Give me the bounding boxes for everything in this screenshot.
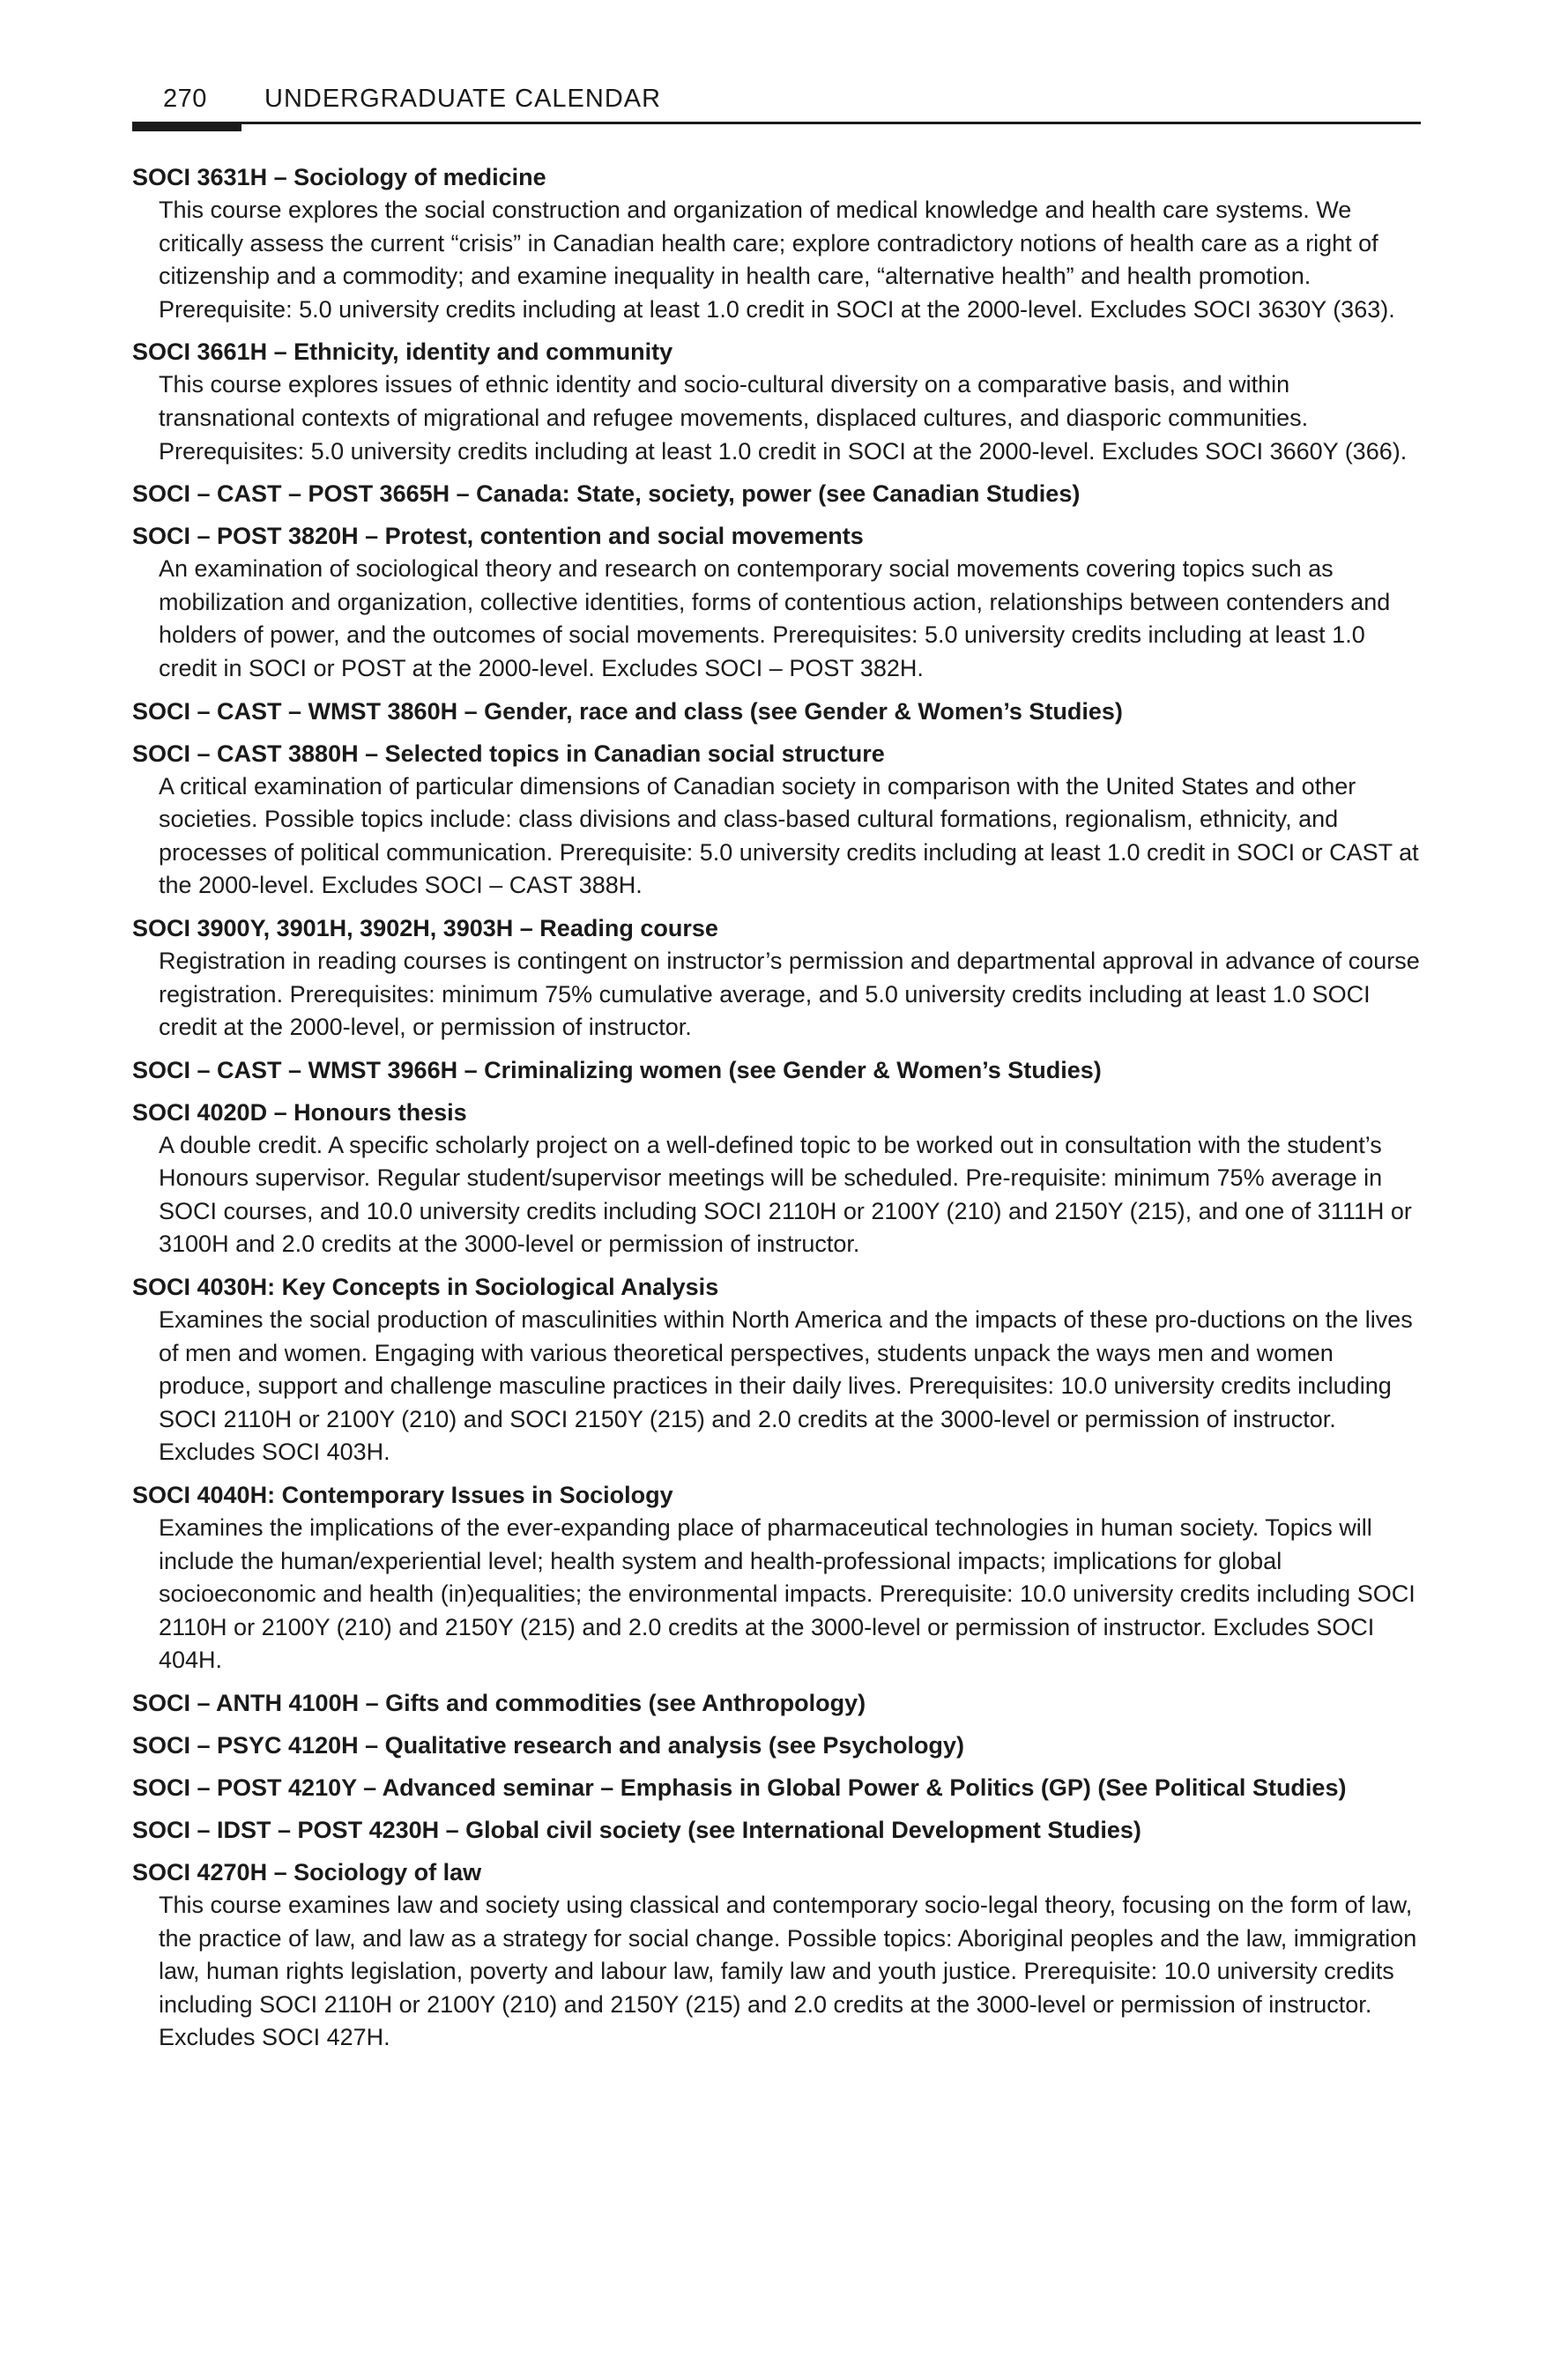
course-entry [132,1053,1421,1087]
course-description: This course explores issues of ethnic identity and socio-cultural diversity on a comparative basis, and within transnational contexts of migrational and refugee movements, displaced cultures, and diasporic communities. Prerequisites: 5.0 university credits including at least 1.0 credit in SOCI at the 2000-level. Excludes SOCI 3660Y (366). [159,371,1408,465]
course-title: SOCI – CAST 3880H – Selected topics in Canadian social structure [132,740,885,767]
course-title: SOCI 4270H – Sociology of law [132,1859,482,1885]
course-title: SOCI 4020D – Honours thesis [132,1098,467,1126]
page-header [132,81,1421,123]
course-entry [132,1729,1421,1762]
header-rule [132,122,1421,124]
course-entry [132,1813,1421,1847]
course-title: SOCI – PSYC 4120H – Qualitative research and analysis (see Psychology) [132,1732,964,1759]
course-entry [132,1478,1421,1677]
course-title: SOCI – CAST – POST 3665H – Canada: State, society, power (see Canadian Studies) [132,480,1081,508]
course-description: This course explores the social construction and organization of medical knowledge and health care systems. We critically assess the current “crisis” in Canadian health care; explore contradictory notions of health care as a right of citizenship and a commodity; and examine inequality in health care, “alternative health” and health promotion. Prerequisite: 5.0 university credits including at least 1.0 credit in SOCI at the 2000-level. Excludes SOCI 3630Y (363). [159,197,1395,323]
course-title: SOCI – ANTH 4100H – Gifts and commodities (see Anthropology) [132,1690,866,1716]
course-entry [132,335,1421,468]
course-title: SOCI 4040H: Contemporary Issues in Sociology [132,1482,673,1509]
running-head: UNDERGRADUATE CALENDAR [264,85,662,113]
course-entry [132,160,1421,326]
course-entry [132,1270,1421,1469]
course-title: SOCI 3900Y, 3901H, 3902H, 3903H – Reading course [132,914,718,941]
course-title: SOCI – CAST – WMST 3966H – Criminalizing women (see Gender & Women’s Studies) [132,1056,1102,1083]
course-entry [132,477,1421,510]
course-description: This course examines law and society using classical and contemporary socio-legal theory, focusing on the form of law, the practice of law, and law as a strategy for social change. Possible topics: Aboriginal peoples and the law, immigration law, human rights legislation, poverty and labour law, family law and youth justice. Prerequisite: 10.0 university credits including SOCI 2110H or 2100Y (210) and 2150Y (215) and 2.0 credits at the 3000-level or permission of instructor. Excludes SOCI 427H. [159,1892,1417,2051]
course-description: An examination of sociological theory and research on contemporary social movements covering topics such as mobilization and organization, collective identities, forms of contentious action, relationships between contenders and holders of power, and the outcomes of social movements. Prerequisites: 5.0 university credits including at least 1.0 credit in SOCI or POST at the 2000-level. Excludes SOCI – POST 382H. [159,555,1391,681]
course-entry [132,1686,1421,1720]
course-title: SOCI – POST 4210Y – Advanced seminar – Emphasis in Global Power & Politics (GP) (See Political Studies) [132,1774,1347,1801]
course-description: Examines the social production of masculinities within North America and the impacts of these pro-ductions on the lives of men and women. Engaging with various theoretical perspectives, students unpack the ways men and women produce, support and challenge masculine practices in their daily lives. Prerequisites: 10.0 university credits including SOCI 2110H or 2100Y (210) and SOCI 2150Y (215) and 2.0 credits at the 3000-level or permission of instructor. Excludes SOCI 403H. [159,1306,1413,1466]
course-title: SOCI 3661H – Ethnicity, identity and community [132,338,673,366]
course-description: Registration in reading courses is contingent on instructor’s permission and departmental approval in advance of course registration. Prerequisites: minimum 75% cumulative average, and 5.0 university credits including at least 1.0 SOCI credit at the 2000-level, or permission of instructor. [159,947,1420,1041]
course-entry [132,911,1421,1045]
course-title: SOCI – IDST – POST 4230H – Global civil society (see International Development Studies) [132,1817,1141,1843]
course-entry [132,737,1421,903]
page-number: 270 [163,85,207,113]
course-entry [132,1771,1421,1804]
course-title: SOCI – POST 3820H – Protest, contention and social movements [132,523,864,550]
course-list [132,160,1421,2064]
course-description: A double credit. A specific scholarly project on a well-defined topic to be worked out in consultation with the student’s Honours supervisor. Regular student/supervisor meetings will be scheduled. Pre-requisite: minimum 75% average in SOCI courses, and 10.0 university credits including SOCI 2110H or 2100Y (210) and 2150Y (215), and one of 3111H or 3100H and 2.0 credits at the 3000-level or permission of instructor. [159,1131,1412,1258]
course-title: SOCI 4030H: Key Concepts in Sociological Analysis [132,1274,719,1301]
course-title: SOCI – CAST – WMST 3860H – Gender, race and class (see Gender & Women’s Studies) [132,697,1123,725]
course-description: Examines the implications of the ever-expanding place of pharmaceutical technologies in human society. Topics will include the human/experiential level; health system and health-professional impacts; implications for global socioeconomic and health (in)equalities; the environmental impacts. Prerequisite: 10.0 university credits including SOCI 2110H or 2100Y (210) and 2150Y (215) and 2.0 credits at the 3000-level or permission of instructor. Excludes SOCI 404H. [159,1514,1416,1674]
course-title: SOCI 3631H – Sociology of medicine [132,164,546,190]
course-entry [132,519,1421,685]
header-tab-bar [132,122,241,131]
course-entry [132,1096,1421,1261]
course-entry [132,695,1421,728]
course-entry [132,1856,1421,2055]
course-description: A critical examination of particular dimensions of Canadian society in comparison with the United States and other societies. Possible topics include: class divisions and class-based cultural formations, regionalism, ethnicity, and processes of political communication. Prerequisite: 5.0 university credits including at least 1.0 credit in SOCI or CAST at the 2000-level. Excludes SOCI – CAST 388H. [159,772,1419,899]
